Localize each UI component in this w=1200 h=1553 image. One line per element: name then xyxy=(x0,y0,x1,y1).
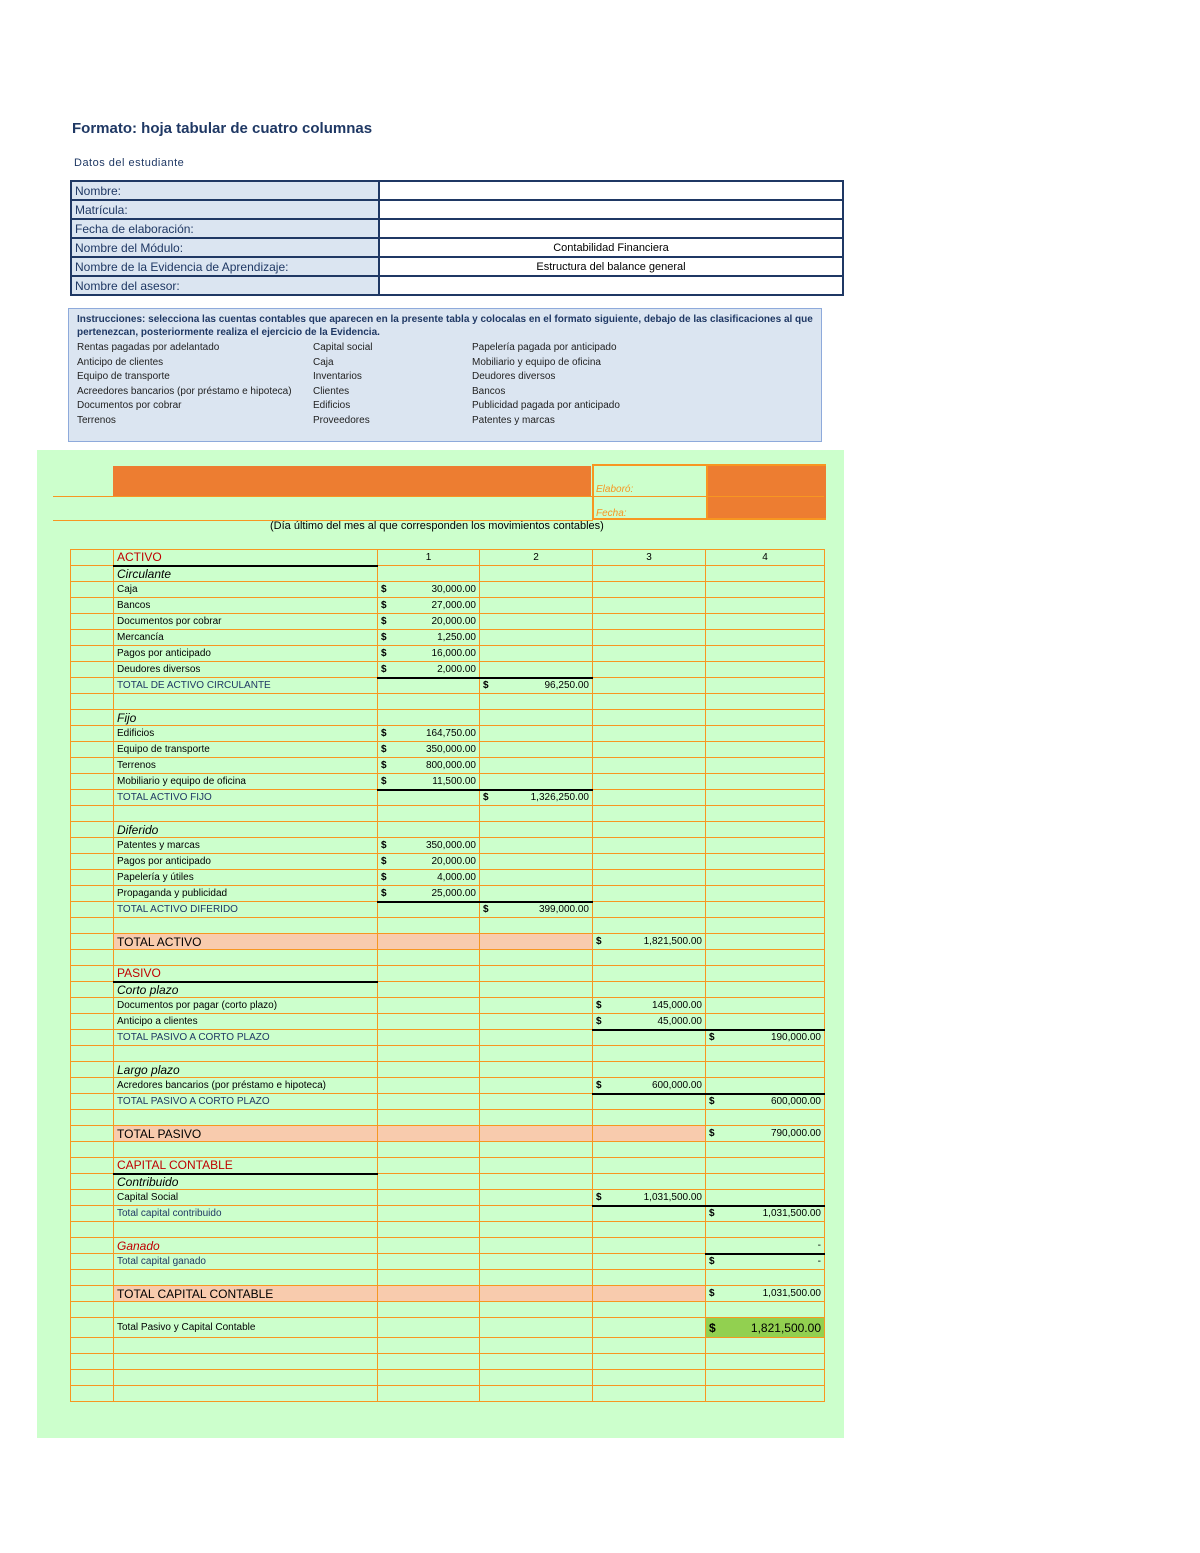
evidence-field[interactable]: Estructura del balance general xyxy=(379,257,843,276)
table-row: Deudores diversos $ 2,000.00 xyxy=(71,662,825,678)
total-row: TOTAL ACTIVO $ 1,821,500.00 xyxy=(71,934,825,950)
elaboro-value-cell[interactable] xyxy=(706,466,826,518)
activo-heading: ACTIVO xyxy=(114,550,378,566)
table-row: Terrenos $ 800,000.00 xyxy=(71,758,825,774)
table-row: Caja $ 30,000.00 xyxy=(71,582,825,598)
subtotal-row: TOTAL ACTIVO DIFERIDO $ 399,000.00 xyxy=(71,902,825,918)
table-row: Pagos por anticipado $ 16,000.00 xyxy=(71,646,825,662)
page-title: Formato: hoja tabular de cuatro columnas xyxy=(72,120,373,137)
accounts-col-1: Rentas pagadas por adelantado Anticipo de clientes Equipo de transporte Acreedores bancarios (por préstamo e hipoteca) Documentos por cobrar Terrenos xyxy=(77,342,292,426)
info-key: Nombre del asesor: xyxy=(71,276,379,295)
name-field[interactable] xyxy=(379,181,843,200)
pasivo-heading: PASIVO xyxy=(114,966,378,982)
section-label: Largo plazo xyxy=(114,1062,378,1078)
col-header: 2 xyxy=(480,550,593,566)
table-row: Acredores bancarios (por préstamo e hipoteca) $ 600,000.00 xyxy=(71,1078,825,1094)
header-box xyxy=(592,464,826,520)
table-row: Equipo de transporte $ 350,000.00 xyxy=(71,742,825,758)
capital-heading: CAPITAL CONTABLE xyxy=(114,1158,378,1174)
info-key: Nombre del Módulo: xyxy=(71,238,379,257)
elaboro-label: Elaboró: xyxy=(596,484,634,495)
subtotal-row: Total capital contribuido $ 1,031,500.00 xyxy=(71,1206,825,1222)
table-row: Papelería y útiles $ 4,000.00 xyxy=(71,870,825,886)
info-key: Fecha de elaboración: xyxy=(71,219,379,238)
instructions-box xyxy=(68,308,822,442)
section-label: Circulante xyxy=(114,566,378,582)
section-label: Contribuido xyxy=(114,1174,378,1190)
module-field[interactable]: Contabilidad Financiera xyxy=(379,238,843,257)
date-field[interactable] xyxy=(379,219,843,238)
section-label: Corto plazo xyxy=(114,982,378,998)
table-row: Edificios $ 164,750.00 xyxy=(71,726,825,742)
col-header: 1 xyxy=(378,550,480,566)
period-note: (Día último del mes al que corresponden los movimientos contables) xyxy=(270,520,604,532)
grand-total-row: Total Pasivo y Capital Contable $ 1,821,500.00 xyxy=(71,1318,825,1338)
info-key: Nombre de la Evidencia de Aprendizaje: xyxy=(71,257,379,276)
table-row: Mercancía $ 1,250.00 xyxy=(71,630,825,646)
table-row: Capital Social $ 1,031,500.00 xyxy=(71,1190,825,1206)
total-row: TOTAL PASIVO $ 790,000.00 xyxy=(71,1126,825,1142)
table-row: Pagos por anticipado $ 20,000.00 xyxy=(71,854,825,870)
info-key: Matrícula: xyxy=(71,200,379,219)
table-row: Documentos por pagar (corto plazo) $ 145,000.00 xyxy=(71,998,825,1014)
id-field[interactable] xyxy=(379,200,843,219)
instructions-text: Instrucciones: selecciona las cuentas contables que aparecen en la presente tabla y colocalas en el formato siguiente, debajo de las clasificaciones al que pertenezcan, posteriormente realiza el ejercicio de la Evidencia. xyxy=(77,314,813,338)
section-label: Fijo xyxy=(114,710,378,726)
student-info-table xyxy=(70,180,844,296)
subtotal-row: Total capital ganado $ - xyxy=(71,1254,825,1270)
company-name-cell[interactable] xyxy=(113,466,591,496)
table-row: Documentos por cobrar $ 20,000.00 xyxy=(71,614,825,630)
col-header: 4 xyxy=(706,550,825,566)
subtotal-row: TOTAL ACTIVO FIJO $ 1,326,250.00 xyxy=(71,790,825,806)
subtotal-row: TOTAL PASIVO A CORTO PLAZO $ 190,000.00 xyxy=(71,1030,825,1046)
table-row: Propaganda y publicidad $ 25,000.00 xyxy=(71,886,825,902)
student-data-heading: Datos del estudiante xyxy=(74,157,185,169)
advisor-field[interactable] xyxy=(379,276,843,295)
table-row: Patentes y marcas $ 350,000.00 xyxy=(71,838,825,854)
table-row: Bancos $ 27,000.00 xyxy=(71,598,825,614)
subtotal-row: TOTAL PASIVO A CORTO PLAZO $ 600,000.00 xyxy=(71,1094,825,1110)
table-row: Anticipo a clientes $ 45,000.00 xyxy=(71,1014,825,1030)
section-label: Diferido xyxy=(114,822,378,838)
col-header: 3 xyxy=(593,550,706,566)
accounts-col-3: Papelería pagada por anticipado Mobiliario y equipo de oficina Deudores diversos Bancos Publicidad pagada por anticipado Patentes y marcas xyxy=(472,342,620,426)
info-key: Nombre: xyxy=(71,181,379,200)
accounts-col-2: Capital social Caja Inventarios Clientes Edificios Proveedores xyxy=(313,342,373,426)
table-row: Mobiliario y equipo de oficina $ 11,500.00 xyxy=(71,774,825,790)
fecha-label: Fecha: xyxy=(596,508,627,519)
balance-sheet-table: ACTIVO 1 2 3 4 Circulante Caja $ 30,000.00 Bancos $ 27,000.00 Documentos por cobrar $ 20,000.00 Mercancía $ 1,250.00 Pagos por anticipado $ 16,000.00 Deudores diversos $ 2,000.00 TOTAL DE ACTIVO CIRCULANTE $ 96,250.00 Fijo Edificios $ 164,750.00 Equipo de transporte $ 350,000.00 Terrenos $ 800,000.00 Mobiliario y equipo de oficina $ 11,500.00 TOTAL ACTIVO FIJO $ 1,326,250.00 Diferido Patentes y marcas $ 350,000.00 Pagos por anticipado $ 20,000.00 Papelería y útiles $ 4,000.00 Propaganda y publicidad $ 25,000.00 TOTAL ACTIVO DIFERIDO $ 399,000.00 TOTAL ACTIVO $ 1,821,500.00 PASIVO Corto plazo Documentos por pagar (corto plazo) $ 145,000.00 Anticipo a clientes $ 45,000.00 TOTAL PASIVO A CORTO PLAZO $ 190,000.00 Largo plazo Acredores bancarios (por préstamo e hipoteca) $ 600,000.00 TOTAL PASIVO A CORTO PLAZO $ 600,000.00 TOTAL PASIVO $ 790,000.00 CAPITAL CONTABLE Contribuido Capital Social $ 1,031,500.00 Total capital contribuido $ 1,031,500.00 Ganado - Total capital ganado $ - TOTAL CAPITAL CONTABLE $ 1,031,500.00 Total Pasivo y Capital Contable $ 1,821,500.00 xyxy=(70,549,825,1402)
total-row: TOTAL CAPITAL CONTABLE $ 1,031,500.00 xyxy=(71,1286,825,1302)
subtotal-row: TOTAL DE ACTIVO CIRCULANTE $ 96,250.00 xyxy=(71,678,825,694)
section-label: Ganado xyxy=(114,1238,378,1254)
